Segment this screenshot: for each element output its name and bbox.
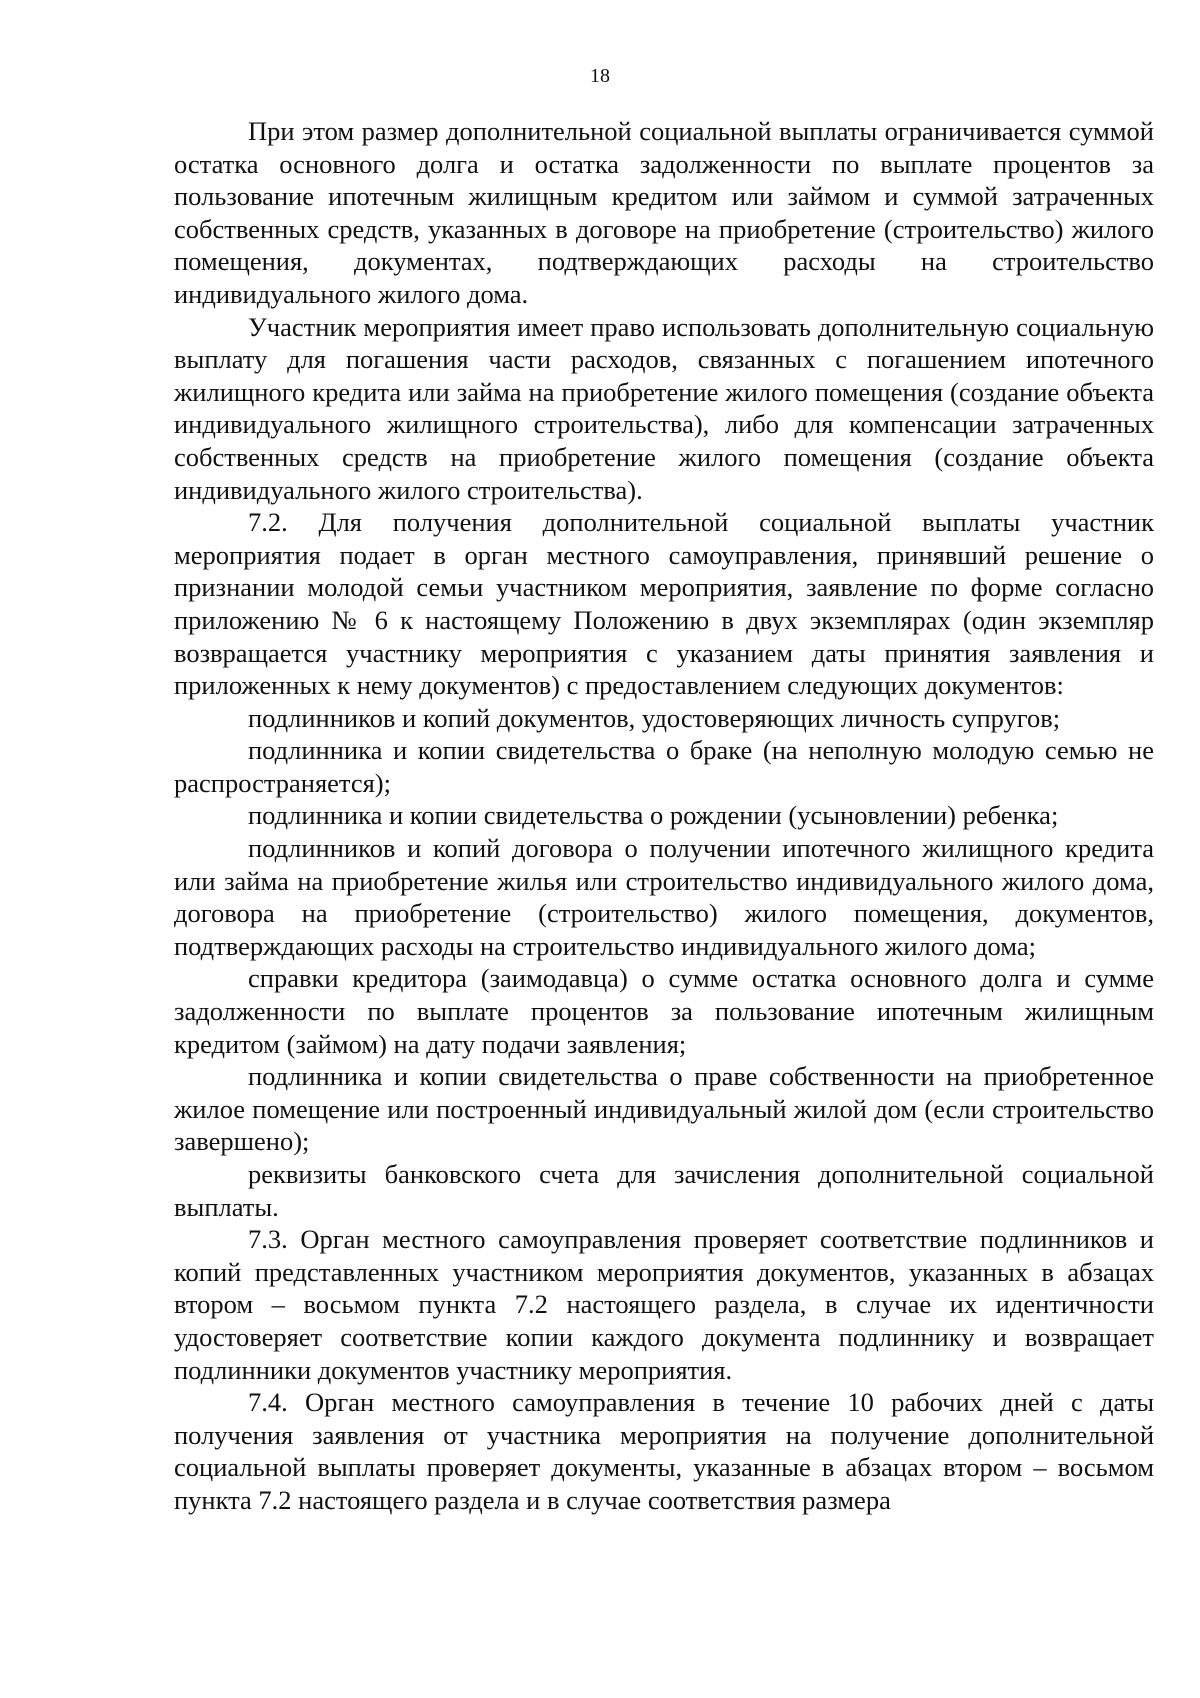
list-item-identity-documents: подлинников и копий документов, удостоверяющих личность супругов; — [248, 702, 1061, 733]
paragraph-participant-right: Участник мероприятия имеет право использовать дополнительную социальную выплату для погашения части расходов, связанных с погашением ипотечного жилищного кредита или займа на приобретение жилого помещения (создание объекта индивидуального жилищного строительства), либо для компенсации затраченных собственных средств на приобретение жилого помещения (создание объекта индивидуального жилого строительства). — [174, 311, 1154, 505]
list-item-ownership-certificate: подлинника и копии свидетельства о праве собственности на приобретенное жилое помещение или построенный индивидуальный жилой дом (если строительство завершено); — [174, 1061, 1154, 1157]
list-item-mortgage-contract: подлинников и копий договора о получении ипотечного жилищного кредита или займа на приобретение жилья или строительство индивидуального жилого дома, договора на приобретение (строительство) жилого помещения, документов, подтверждающих расходы на строительство индивидуального жилого дома; — [174, 833, 1154, 961]
list-item-bank-details: реквизиты банковского счета для зачисления дополнительной социальной выплаты. — [174, 1159, 1154, 1222]
paragraph-7-4: 7.4. Орган местного самоуправления в течение 10 рабочих дней с даты получения заявления от участника мероприятия на получение дополнительной социальной выплаты проверяет документы, указанные в абзацах втором – восьмом пункта 7.2 настоящего раздела и в случае соответствия размера — [174, 1387, 1154, 1515]
list-item-creditor-statement: справки кредитора (заимодавца) о сумме остатка основного долга и сумме задолженности по выплате процентов за пользование ипотечным жилищным кредитом (займом) на дату подачи заявления; — [174, 963, 1154, 1059]
document-body — [174, 115, 1154, 1517]
paragraph-payment-limit: При этом размер дополнительной социальной выплаты ограничивается суммой остатка основного долга и остатка задолженности по выплате процентов за пользование ипотечным жилищным кредитом или займом и суммой затраченных собственных средств, указанных в договоре на приобретение (строительство) жилого помещения, документах, подтверждающих расходы на строительство индивидуального жилого дома. — [174, 116, 1154, 309]
page-number: 18 — [590, 65, 610, 87]
paragraph-7-3: 7.3. Орган местного самоуправления проверяет соответствие подлинников и копий представленных участником мероприятия документов, указанных в абзацах втором – восьмом пункта 7.2 настоящего раздела, в случае их идентичности удостоверяет соответствие копии каждого документа подлиннику и возвращает подлинники документов участнику мероприятия. — [174, 1224, 1154, 1385]
paragraph-7-2: 7.2. Для получения дополнительной социальной выплаты участник мероприятия подает в орган местного самоуправления, принявший решение о признании молодой семьи участником мероприятия, заявление по форме согласно приложению № 6 к настоящему Положению в двух экземплярах (один экземпляр возвращается участнику мероприятия с указанием даты принятия заявления и приложенных к нему документов) с предоставлением следующих документов: — [174, 507, 1154, 701]
list-item-marriage-certificate: подлинника и копии свидетельства о браке (на неполную молодую семью не распространяется); — [174, 735, 1154, 798]
list-item-birth-certificate: подлинника и копии свидетельства о рождении (усыновлении) ребенка; — [248, 800, 1059, 831]
